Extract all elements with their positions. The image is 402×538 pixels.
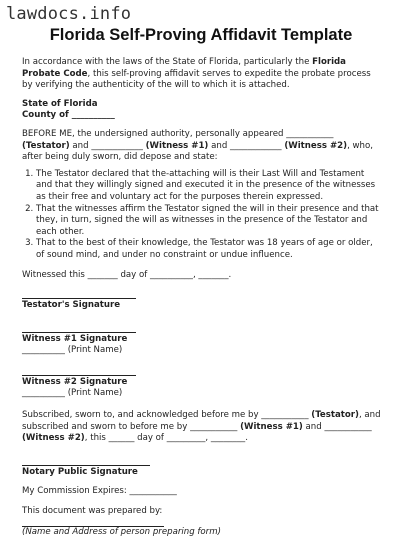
- site-watermark: lawdocs.info: [6, 4, 132, 24]
- sub-witness-1: (Witness #1): [240, 421, 303, 432]
- before-witness-2: (Witness #2): [284, 140, 348, 151]
- witness-2-print-name: __________ (Print Name): [22, 388, 123, 399]
- intro-code-name: Florida Probate Code: [22, 57, 346, 79]
- document-body: [22, 57, 382, 538]
- document-title: Florida Self-Proving Affidavit Template: [49, 26, 353, 44]
- before-text-4: , who, after being duly sworn, did depose and state:: [22, 140, 373, 163]
- witness-1-signature-label: Witness #1 Signature: [22, 333, 128, 344]
- intro-paragraph: [22, 57, 382, 92]
- notary-signature-line: [22, 455, 150, 466]
- before-testator: (Testator): [22, 140, 70, 151]
- before-witness-1: (Witness #1): [145, 140, 209, 151]
- sub-text-4: , this ______ day of _________, ________.: [84, 433, 248, 444]
- sub-text-1: Subscribed, sworn to, and acknowledged before me by ___________: [22, 410, 312, 421]
- statement-item: 2. That the witnesses affirm the Testator signed the will in their presence and that they, in turn, signed the will as witnesses in the presence of the Testator and each other.: [36, 204, 382, 239]
- sub-witness-2: (Witness #2): [22, 433, 85, 444]
- preparer-line: [22, 518, 164, 527]
- witness-2-signature-label: Witness #2 Signature: [22, 376, 128, 387]
- testator-signature-label: Testator's Signature: [22, 300, 121, 311]
- county-line: County of __________: [22, 110, 115, 121]
- before-text-3: and ____________: [208, 140, 285, 151]
- witnessed-line: Witnessed this _______ day of __________, _______.: [22, 269, 232, 280]
- state-line: State of Florida: [22, 98, 98, 109]
- before-me-paragraph: [22, 129, 382, 164]
- before-text-1: BEFORE ME, the undersigned authority, personally appeared ___________: [22, 128, 334, 139]
- sub-testator: (Testator): [311, 410, 359, 421]
- testator-signature-line: [22, 290, 136, 299]
- subscribed-paragraph: [22, 410, 382, 445]
- witness-1-signature-line: [22, 324, 136, 333]
- before-text-2: and ____________: [69, 140, 146, 151]
- statements-list: [22, 169, 382, 262]
- witness-2-signature-line: [22, 367, 136, 376]
- witness-1-print-name: __________ (Print Name): [22, 345, 123, 356]
- prepared-by-label: This document was prepared by:: [22, 506, 163, 517]
- intro-text-1: In accordance with the laws of the State of Florida, particularly the: [22, 57, 313, 67]
- intro-text-2: , this self-proving affidavit serves to expedite the probate process by verifying the authenticity of the will to which it is attached.: [22, 68, 371, 91]
- sub-text-3: and ___________: [302, 421, 372, 432]
- statement-item: 1. The Testator declared that the-attaching will is their Last Will and Testament and that they willingly signed and executed it in the presence of the witnesses as their free and voluntary act for the purposes therein expressed.: [36, 169, 382, 204]
- statement-item: 3. That to the best of their knowledge, the Testator was 18 years of age or older, of sound mind, and under no constraint or undue influence.: [36, 238, 382, 261]
- preparer-note: (Name and Address of person preparing form): [22, 526, 221, 537]
- commission-expires: My Commission Expires: ___________: [22, 486, 177, 497]
- sub-text-2: , and subscribed and sworn to before me by ___________: [22, 410, 381, 432]
- notary-signature-label: Notary Public Signature: [22, 466, 138, 477]
